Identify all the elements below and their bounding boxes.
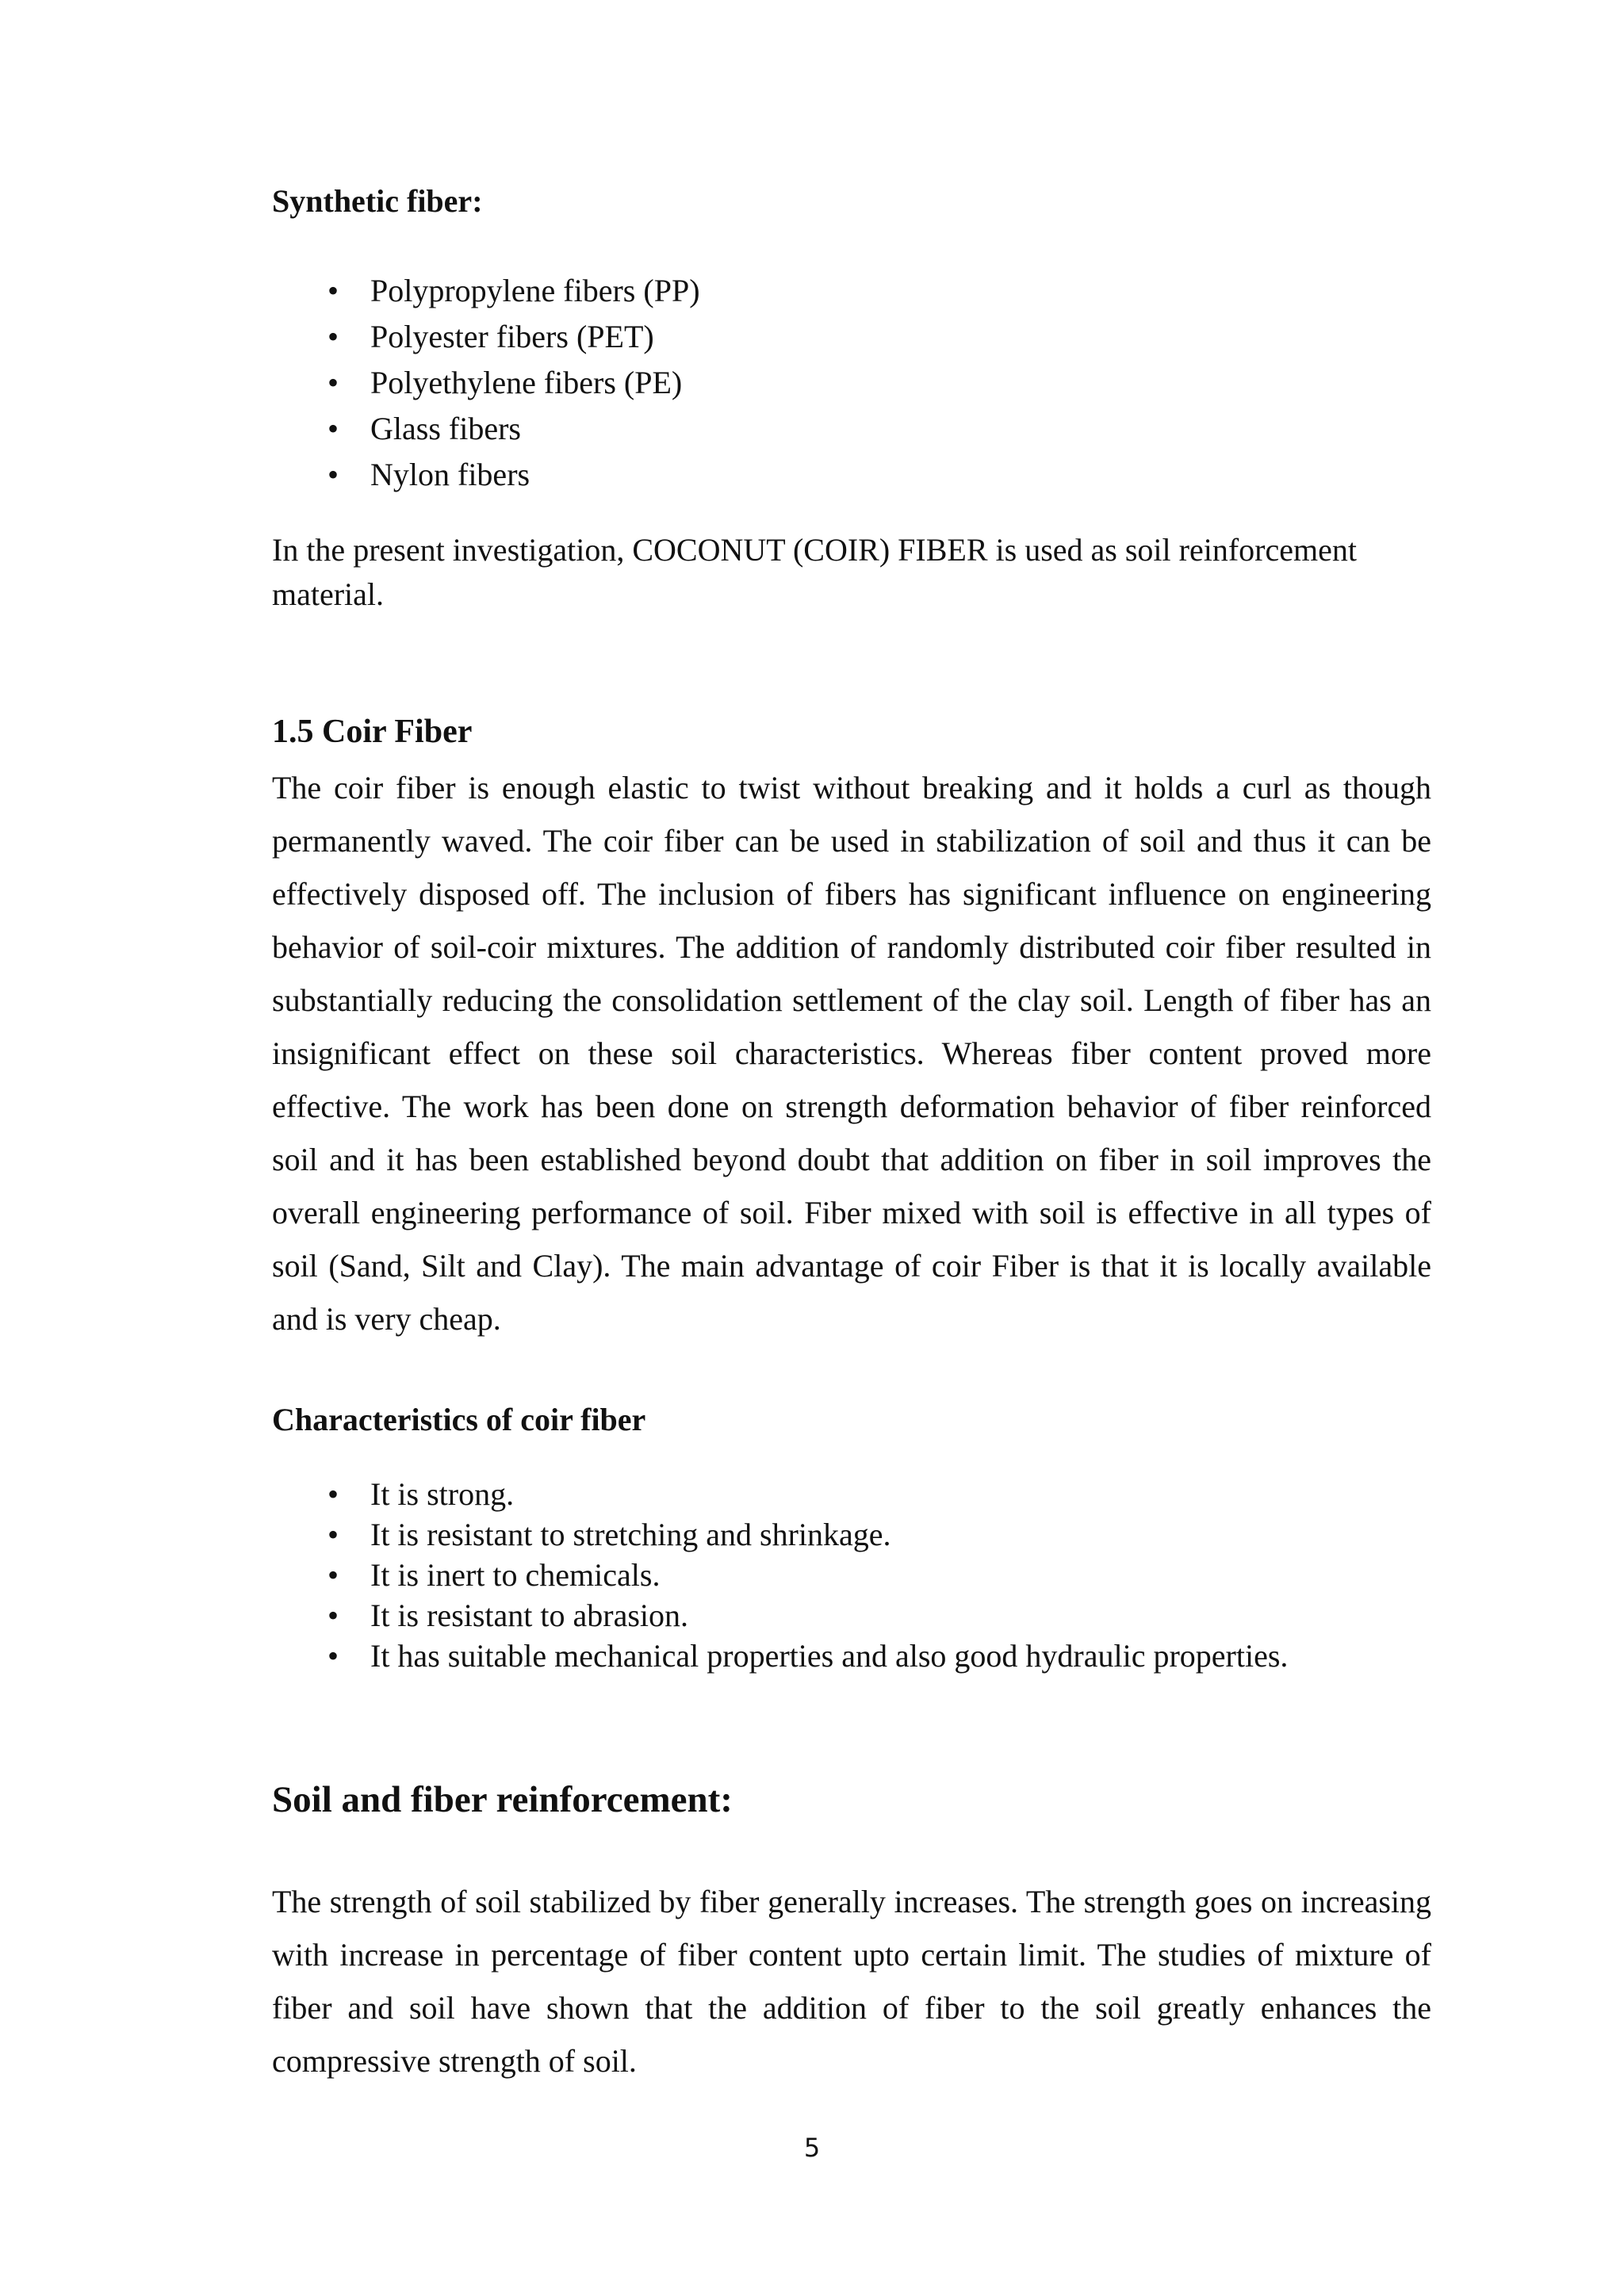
characteristics-heading: Characteristics of coir fiber <box>272 1402 646 1438</box>
list-item-text: It is strong. <box>370 1476 515 1513</box>
synthetic-fiber-heading: Synthetic fiber: <box>272 183 483 219</box>
list-item <box>272 360 1431 406</box>
page-number: 5 <box>803 2133 821 2163</box>
list-item-text: It is resistant to stretching and shrinkage. <box>370 1517 891 1553</box>
reinforcement-heading: Soil and fiber reinforcement: <box>272 1779 733 1821</box>
coir-fiber-paragraph: The coir fiber is enough elastic to twist without breaking and it holds a curl as though permanently waved. The coir fiber can be used in stabilization of soil and thus it can be effectively disposed off. The inclusion of fibers has significant influence on engineering behavior of soil-coir mixtures. The addition of randomly distributed coir fiber resulted in substantially reducing the consolidation settlement of the clay soil. Length of fiber has an insignificant effect on these soil characteristics. Whereas fiber content proved more effective. The work has been done on strength deformation behavior of fiber reinforced soil and it has been established beyond doubt that addition on fiber in soil improves the overall engineering performance of soil. Fiber mixed with soil is effective in all types of soil (Sand, Silt and Clay). The main advantage of coir Fiber is that it is locally available and is very cheap. <box>272 770 1431 1337</box>
list-item-text: Polypropylene fibers (PP) <box>370 273 700 308</box>
bullet-icon: • <box>327 1638 339 1674</box>
reinforcement-paragraph: The strength of soil stabilized by fiber generally increases. The strength goes on increasing with increase in percentage of fiber content upto certain limit. The studies of mixture of fiber and soil have shown that the addition of fiber to the soil greatly enhances the compressive strength of soil. <box>272 1883 1431 2079</box>
list-item <box>272 1595 1431 1636</box>
list-item <box>272 314 1431 360</box>
bullet-icon: • <box>327 457 339 492</box>
page-content <box>272 182 1431 2087</box>
list-item <box>272 1636 1431 1676</box>
list-item-text: Polyester fibers (PET) <box>370 319 654 354</box>
list-item <box>272 452 1431 498</box>
list-item-text: It is inert to chemicals. <box>370 1557 661 1594</box>
bullet-icon: • <box>327 319 339 354</box>
bullet-icon: • <box>327 365 339 400</box>
characteristics-list <box>272 1474 1431 1676</box>
list-item-text: Glass fibers <box>370 411 521 446</box>
list-item <box>272 268 1431 314</box>
list-item <box>272 1514 1431 1555</box>
investigation-paragraph: In the present investigation, COCONUT (COIR) FIBER is used as soil reinforcement material. <box>272 532 1357 612</box>
bullet-icon: • <box>327 1517 339 1553</box>
bullet-icon: • <box>327 411 339 446</box>
bullet-icon: • <box>327 1557 339 1594</box>
list-item-text: It has suitable mechanical properties and also good hydraulic properties. <box>370 1638 1289 1674</box>
list-item <box>272 1555 1431 1595</box>
list-item-text: Polyethylene fibers (PE) <box>370 365 683 400</box>
coir-fiber-section-heading: 1.5 Coir Fiber <box>272 714 473 750</box>
list-item-text: Nylon fibers <box>370 457 530 492</box>
list-item <box>272 1474 1431 1514</box>
bullet-icon: • <box>327 1598 339 1634</box>
list-item-text: It is resistant to abrasion. <box>370 1598 689 1634</box>
bullet-icon: • <box>327 1476 339 1513</box>
bullet-icon: • <box>327 273 339 308</box>
list-item <box>272 406 1431 452</box>
synthetic-fiber-list <box>272 268 1431 498</box>
